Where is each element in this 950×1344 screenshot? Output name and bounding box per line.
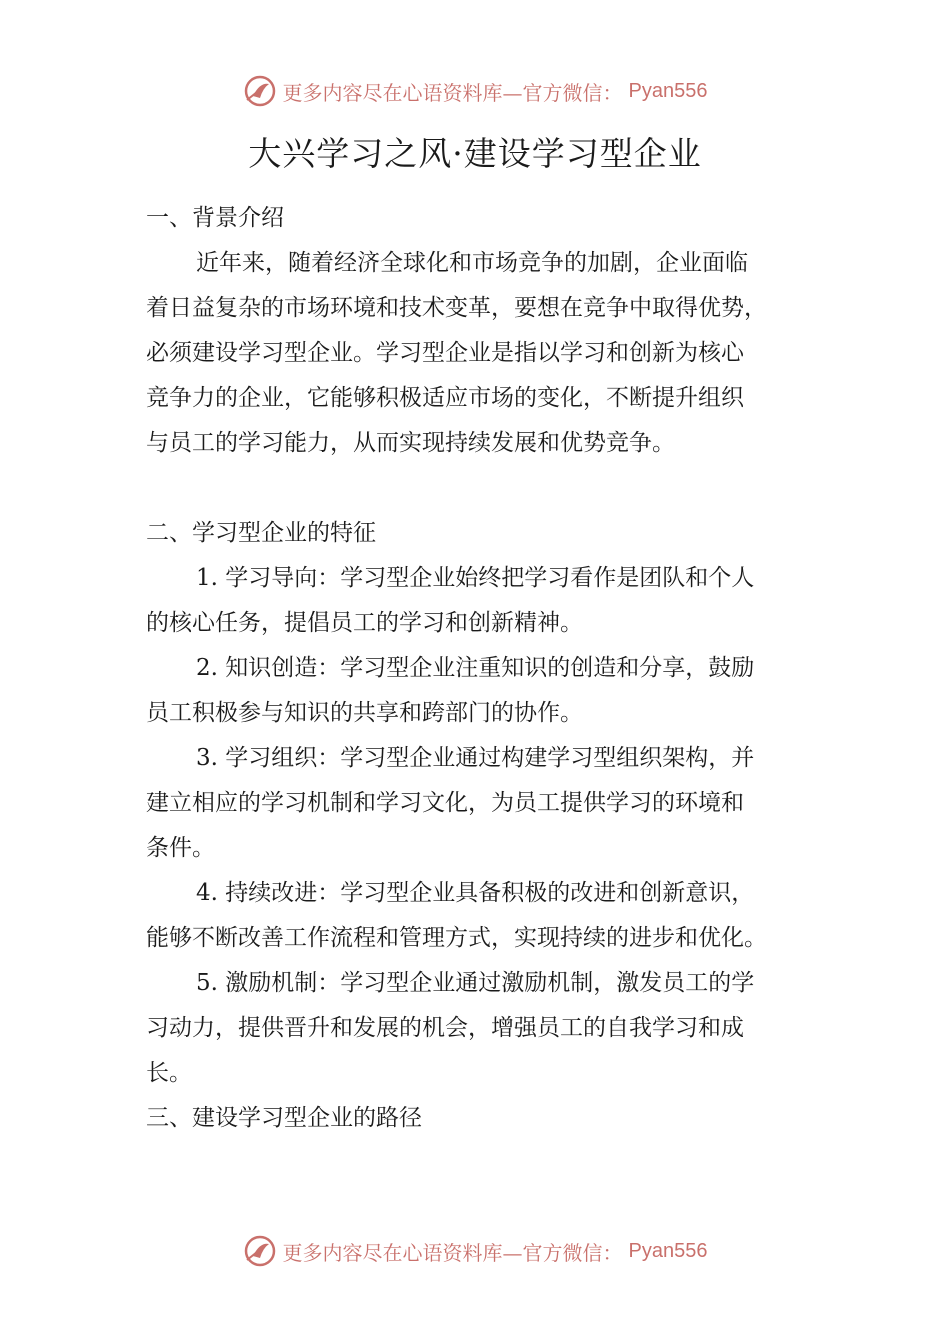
section-heading-background: 一、背景介绍 (146, 205, 284, 231)
paragraph-line: 与员工的学习能力，从而实现持续发展和优势竞争。 (146, 430, 675, 456)
document-title: 大兴学习之风·建设学习型企业 (248, 134, 702, 173)
watermark-wechat-id: Pyan556 (628, 79, 708, 102)
paragraph-line: 必须建设学习型企业。学习型企业是指以学习和创新为核心 (146, 340, 744, 366)
watermark-wechat-id: Pyan556 (628, 1239, 708, 1262)
paragraph-line: 竞争力的企业，它能够积极适应市场的变化，不断提升组织 (146, 385, 744, 411)
document-body (146, 196, 811, 1141)
list-item-line: 的核心任务，提倡员工的学习和创新精神。 (146, 610, 583, 636)
list-item-line: 5. 激励机制：学习型企业通过激励机制，激发员工的学 (196, 970, 755, 996)
list-item-line: 2. 知识创造：学习型企业注重知识的创造和分享，鼓励 (196, 655, 755, 681)
brand-logo-icon (243, 1234, 277, 1268)
section-heading-features: 二、学习型企业的特征 (146, 520, 376, 546)
list-item-line: 3. 学习组织：学习型企业通过构建学习型组织架构，并 (196, 745, 755, 771)
paragraph-line: 近年来，随着经济全球化和市场竞争的加剧，企业面临 (196, 250, 748, 276)
watermark-footer (0, 1234, 950, 1268)
list-item-line: 4. 持续改进：学习型企业具备积极的改进和创新意识， (196, 880, 755, 906)
list-item-line: 建立相应的学习机制和学习文化，为员工提供学习的环境和 (146, 790, 744, 816)
list-item-line: 能够不断改善工作流程和管理方式，实现持续的进步和优化。 (146, 925, 767, 951)
list-item-line: 1. 学习导向：学习型企业始终把学习看作是团队和个人 (196, 565, 755, 591)
section-heading-path: 三、建设学习型企业的路径 (146, 1105, 422, 1131)
paragraph-spacer (146, 466, 811, 511)
watermark-text: 更多内容尽在心语资料库—官方微信： (282, 80, 623, 105)
list-item-line: 员工积极参与知识的共享和跨部门的协作。 (146, 700, 583, 726)
list-item-line: 长。 (146, 1060, 192, 1086)
brand-logo-icon (243, 74, 277, 108)
watermark-text: 更多内容尽在心语资料库—官方微信： (282, 1240, 623, 1265)
paragraph-line: 着日益复杂的市场环境和技术变革，要想在竞争中取得优势， (146, 295, 767, 321)
watermark-header (0, 74, 950, 108)
list-item-line: 习动力，提供晋升和发展的机会，增强员工的自我学习和成 (146, 1015, 744, 1041)
list-item-line: 条件。 (146, 835, 215, 861)
